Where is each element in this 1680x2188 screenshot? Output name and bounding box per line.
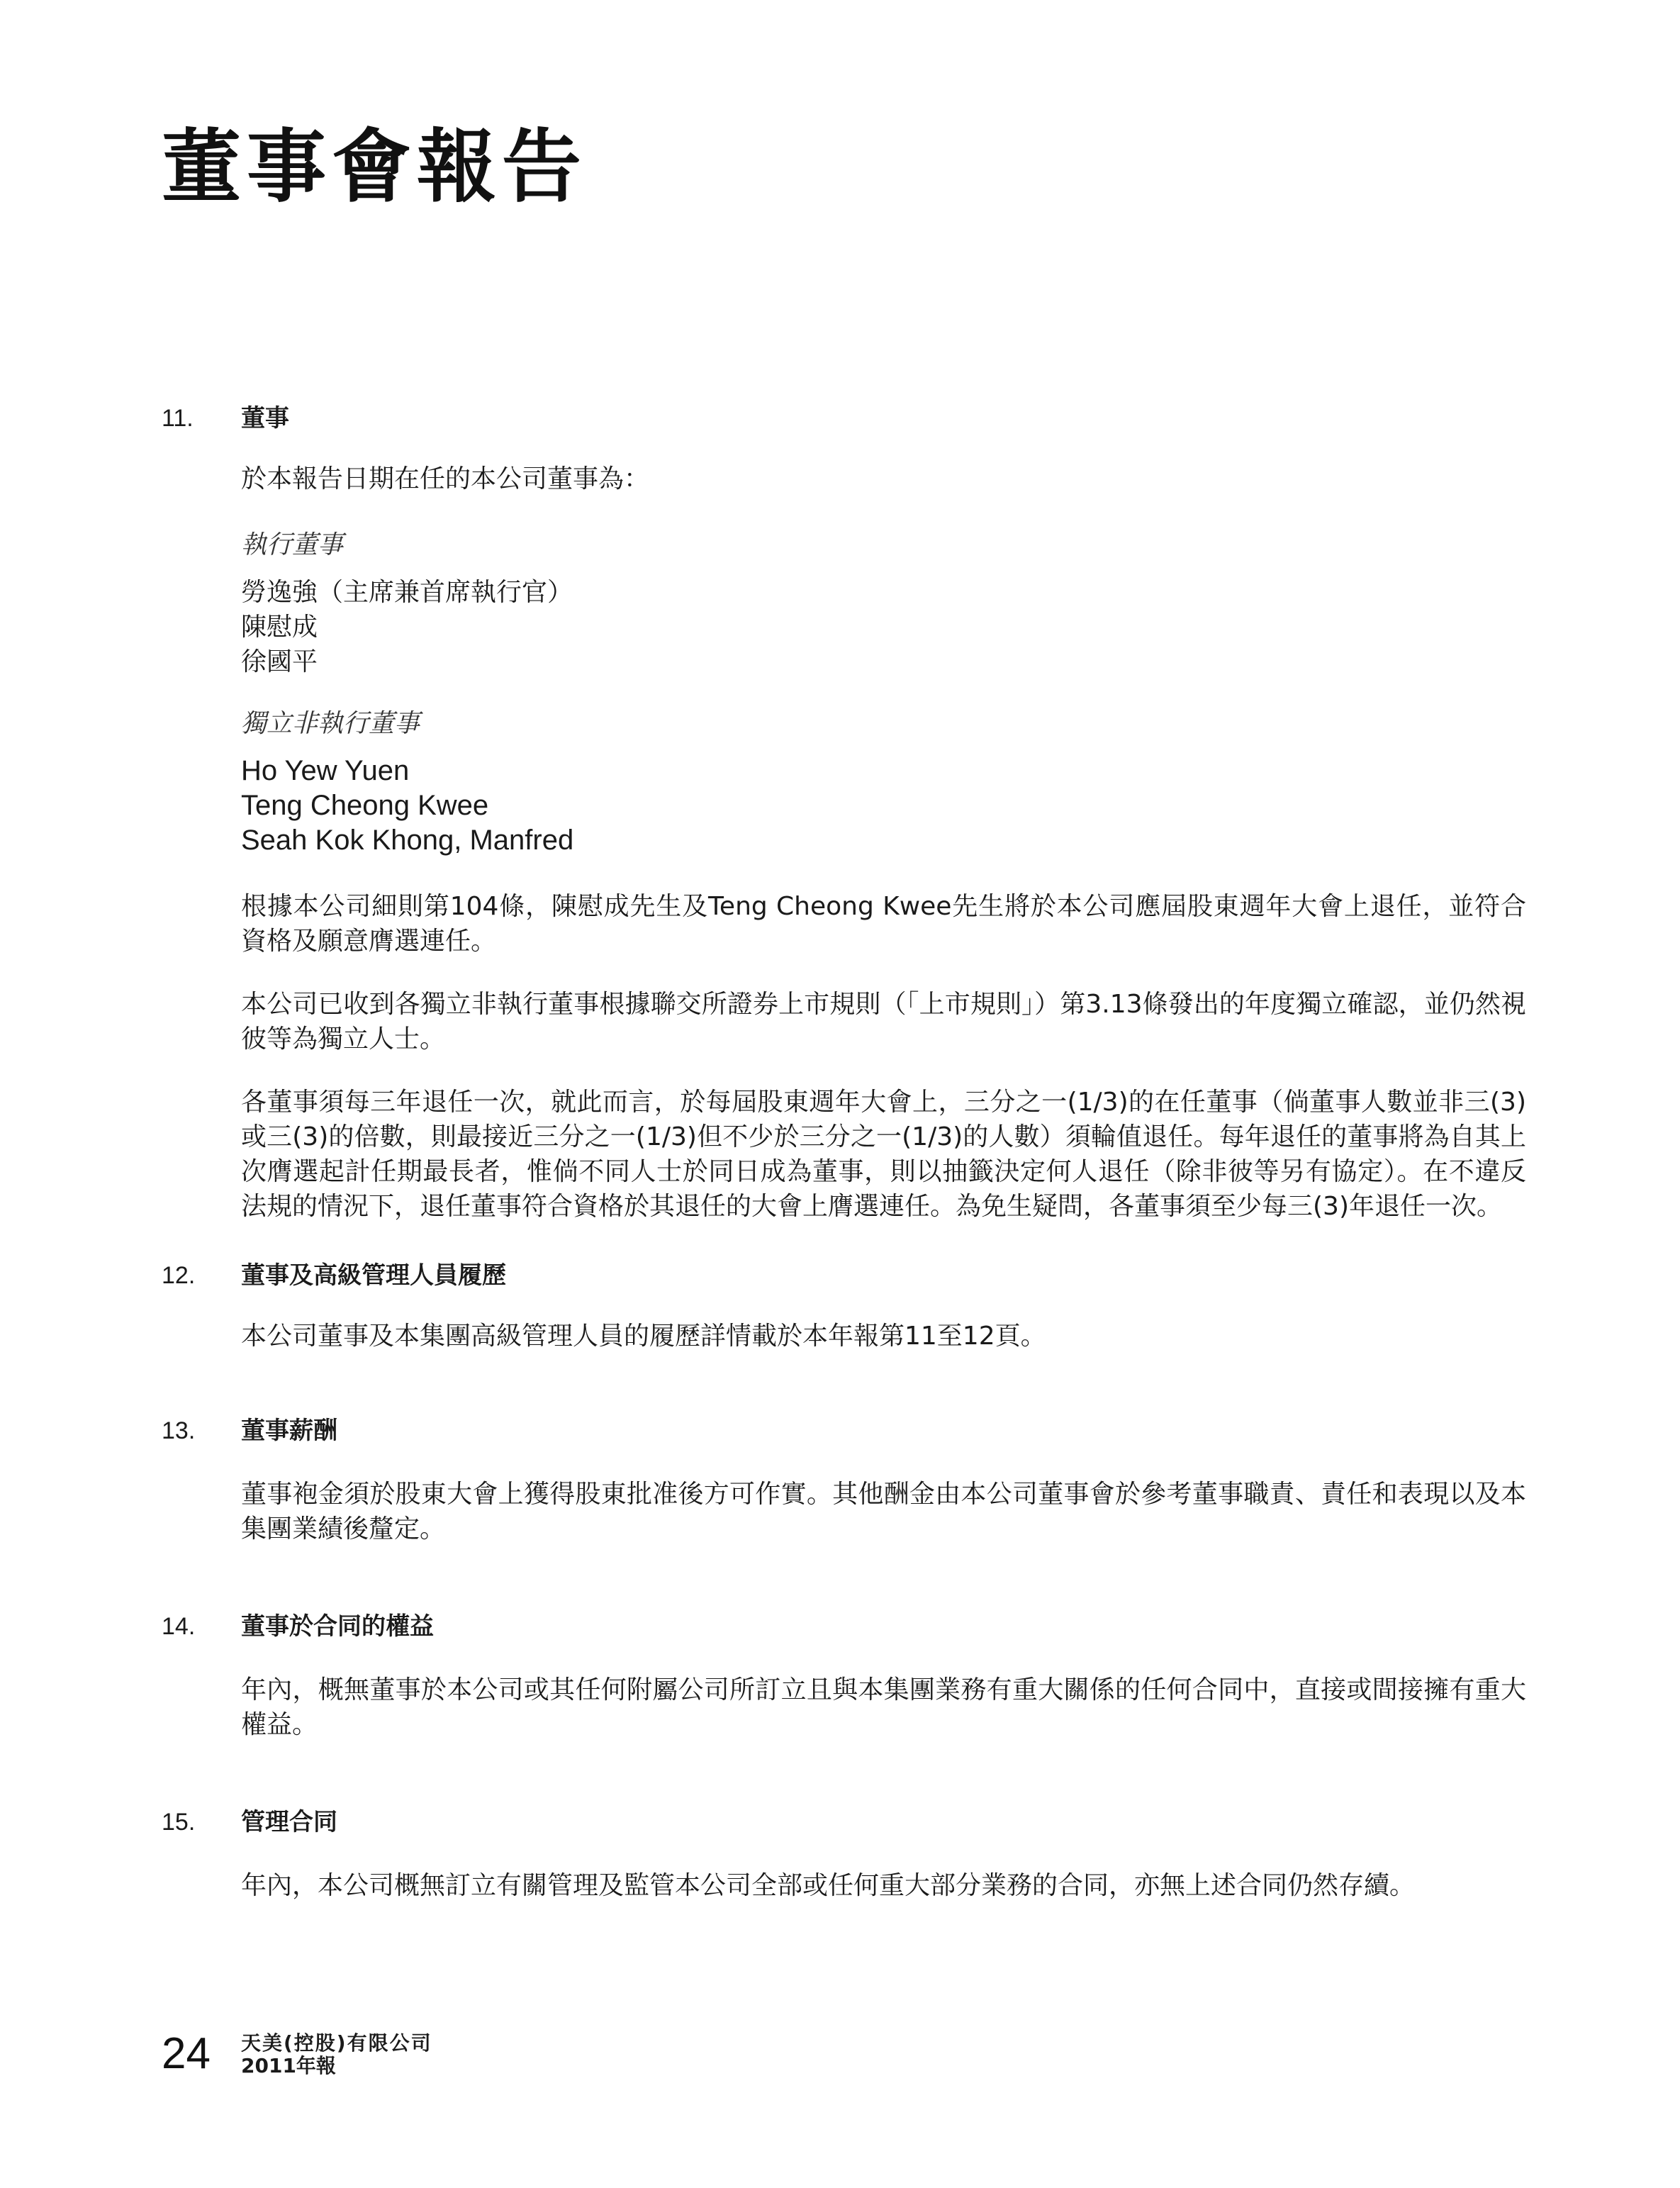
section-directors xyxy=(162,401,1526,1224)
directors-intro: 於本報告日期在任的本公司董事為： xyxy=(241,464,650,493)
remuneration-paragraph: 董事袍金須於股東大會上獲得股東批准後方可作實。其他酬金由本公司董事會於參考董事職責、責任和表現以及本集團業績後釐定。 xyxy=(241,1480,1526,1544)
section-body xyxy=(241,1319,1526,1353)
section-contract-interests xyxy=(162,1609,1526,1742)
contract-interests-paragraph: 年內，概無董事於本公司或其任何附屬公司所訂立且與本集團業務有重大關係的任何合同中，直接或間接擁有重大權益。 xyxy=(241,1675,1526,1739)
page-title: 董事會報告 xyxy=(162,121,587,213)
re-election-paragraph: 根據本公司細則第104條，陳慰成先生及Teng Cheong Kwee先生將於本公司應屆股東週年大會上退任，並符合資格及願意膺選連任。 xyxy=(241,892,1526,956)
director-name: 徐國平 xyxy=(241,647,318,676)
section-heading xyxy=(162,401,1526,436)
section-remuneration xyxy=(162,1413,1526,1546)
section-title: 董事薪酬 xyxy=(241,1417,337,1445)
section-biographies xyxy=(162,1258,1526,1353)
independent-directors-heading: 獨立非執行董事 xyxy=(241,709,420,738)
executive-directors-heading: 執行董事 xyxy=(241,530,344,559)
section-body xyxy=(241,1673,1526,1742)
section-title: 董事於合同的權益 xyxy=(241,1612,434,1641)
independence-paragraph: 本公司已收到各獨立非執行董事根據聯交所證券上市規則（「上市規則」）第3.13條發出的年度獨立確認，並仍然視彼等為獨立人士。 xyxy=(241,990,1526,1054)
section-title: 董事及高級管理人員履歷 xyxy=(241,1261,506,1290)
section-number: 15. xyxy=(162,1809,196,1836)
section-title: 董事 xyxy=(241,404,289,432)
report-year: 2011年報 xyxy=(241,2054,336,2077)
management-contracts-paragraph: 年內，本公司概無訂立有關管理及監管本公司全部或任何重大部分業務的合同，亦無上述合同仍然存續。 xyxy=(241,1871,1416,1900)
section-heading xyxy=(162,1258,1526,1293)
section-number: 14. xyxy=(162,1613,196,1640)
director-name: Teng Cheong Kwee xyxy=(241,790,489,821)
company-name: 天美(控股)有限公司 xyxy=(241,2031,432,2055)
section-title: 管理合同 xyxy=(241,1808,337,1836)
section-number: 11. xyxy=(162,405,194,432)
footer-text xyxy=(241,2032,432,2077)
section-management-contracts xyxy=(162,1804,1526,1903)
section-number: 13. xyxy=(162,1417,196,1444)
section-body xyxy=(241,462,1526,1224)
section-heading xyxy=(162,1609,1526,1644)
executive-directors-list xyxy=(241,575,1526,679)
report-content xyxy=(162,401,1526,1903)
section-body xyxy=(241,1868,1526,1903)
director-name: Ho Yew Yuen xyxy=(241,755,410,786)
section-heading xyxy=(162,1804,1526,1840)
section-number: 12. xyxy=(162,1262,196,1289)
rotation-paragraph: 各董事須每三年退任一次，就此而言，於每屆股東週年大會上，三分之一(1/3)的在任董事（倘董事人數並非三(3)或三(3)的倍數，則最接近三分之一(1/3)但不少於三分之一(1/3)的人數）須輪值退任。每年退任的董事將為自其上次膺選起計任期最長者，惟倘不同人士於同日成為董事，則以抽籤決定何人退任（除非彼等另有協定）。在不違反法規的情況下，退任董事符合資格於其退任的大會上膺選連任。為免生疑問，各董事須至少每三(3)年退任一次。 xyxy=(241,1088,1526,1221)
biographies-paragraph: 本公司董事及本集團高級管理人員的履歷詳情載於本年報第11至12頁。 xyxy=(241,1322,1046,1351)
director-name: 勞逸強（主席兼首席執行官） xyxy=(241,578,573,607)
director-name: 陳慰成 xyxy=(241,613,318,642)
independent-directors-list xyxy=(241,754,1526,858)
page-number: 24 xyxy=(162,2029,211,2078)
section-body xyxy=(241,1477,1526,1546)
section-heading xyxy=(162,1413,1526,1449)
director-name: Seah Kok Khong, Manfred xyxy=(241,825,574,856)
